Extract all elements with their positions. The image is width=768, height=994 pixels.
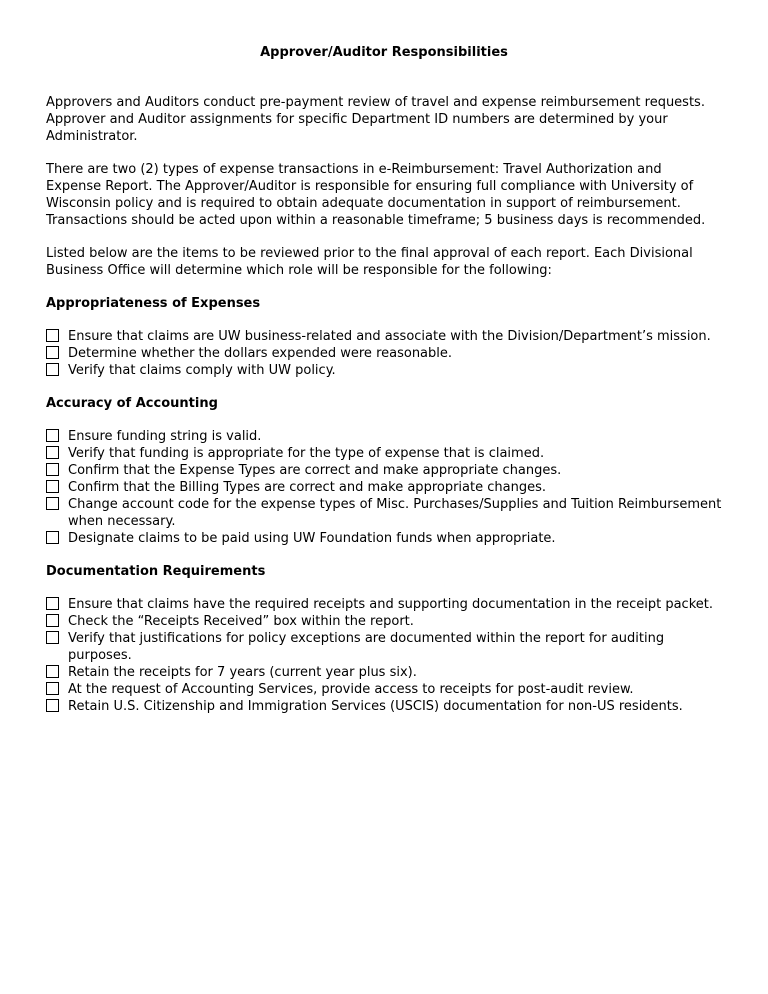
checkbox[interactable] — [46, 446, 59, 459]
checklist-item — [46, 496, 722, 530]
document-title: Approver/Auditor Responsibilities — [260, 45, 508, 60]
checkbox[interactable] — [46, 682, 59, 695]
checklist-item — [46, 681, 722, 698]
checklist-item — [46, 328, 722, 345]
checkbox[interactable] — [46, 699, 59, 712]
checklist-item-text: Determine whether the dollars expended were reasonable. — [68, 346, 453, 361]
checkbox[interactable] — [46, 480, 59, 493]
checklist-item-text: Retain U.S. Citizenship and Immigration Services (USCIS) documentation for non-US residents. — [68, 699, 683, 714]
checklist-item — [46, 428, 722, 445]
checklist-item-text: Ensure that claims have the required receipts and supporting documentation in the receipt packet. — [68, 597, 713, 612]
transaction-types-paragraph: There are two (2) types of expense transactions in e-Reimbursement: Travel Authorization and Expense Report. The Approver/Auditor is responsible for ensuring full compliance with University of Wisconsin policy and is required to obtain adequate documentation in support of reimbursement. Transactions should be acted upon within a reasonable timeframe; 5 business days is recommended. — [46, 162, 706, 228]
checklist-item-text: Check the “Receipts Received” box within the report. — [68, 614, 414, 629]
checklist-item-text: Verify that claims comply with UW policy. — [68, 363, 336, 378]
checkbox[interactable] — [46, 531, 59, 544]
checkbox[interactable] — [46, 363, 59, 376]
section-heading-documentation: Documentation Requirements — [46, 564, 266, 579]
checklist-item — [46, 613, 722, 630]
checklist-item-text: Change account code for the expense types of Misc. Purchases/Supplies and Tuition Reimbursement when necessary. — [68, 497, 722, 529]
checklist-item — [46, 445, 722, 462]
intro-paragraph: Approvers and Auditors conduct pre-payment review of travel and expense reimbursement requests. Approver and Auditor assignments for specific Department ID numbers are determined by your Administrator. — [46, 95, 705, 144]
section-heading-accounting: Accuracy of Accounting — [46, 396, 218, 411]
checklist-accounting — [46, 428, 722, 547]
checklist-appropriateness — [46, 328, 722, 379]
checklist-item — [46, 698, 722, 715]
checklist-item — [46, 530, 722, 547]
checkbox[interactable] — [46, 329, 59, 342]
checklist-item — [46, 664, 722, 681]
checklist-item-text: Ensure that claims are UW business-related and associate with the Division/Department’s mission. — [68, 329, 711, 344]
checkbox[interactable] — [46, 631, 59, 644]
checkbox[interactable] — [46, 463, 59, 476]
checkbox[interactable] — [46, 665, 59, 678]
checkbox[interactable] — [46, 429, 59, 442]
checkbox[interactable] — [46, 497, 59, 510]
checkbox[interactable] — [46, 597, 59, 610]
checklist-item-text: At the request of Accounting Services, provide access to receipts for post-audit review. — [68, 682, 634, 697]
checklist-documentation — [46, 596, 722, 715]
checklist-item — [46, 345, 722, 362]
checklist-item-text: Confirm that the Billing Types are correct and make appropriate changes. — [68, 480, 546, 495]
checklist-item-text: Verify that funding is appropriate for the type of expense that is claimed. — [68, 446, 545, 461]
checklist-item — [46, 596, 722, 613]
checklist-item — [46, 630, 722, 664]
checklist-item-text: Designate claims to be paid using UW Foundation funds when appropriate. — [68, 531, 556, 546]
checklist-item-text: Verify that justifications for policy exceptions are documented within the report for auditing purposes. — [68, 631, 665, 663]
checklist-item-text: Retain the receipts for 7 years (current year plus six). — [68, 665, 417, 680]
checklist-item — [46, 362, 722, 379]
review-items-paragraph: Listed below are the items to be reviewed prior to the final approval of each report. Each Divisional Business Office will determine which role will be responsible for the following: — [46, 246, 693, 278]
checklist-item-text: Confirm that the Expense Types are correct and make appropriate changes. — [68, 463, 562, 478]
checklist-item — [46, 479, 722, 496]
checkbox[interactable] — [46, 346, 59, 359]
checkbox[interactable] — [46, 614, 59, 627]
section-heading-appropriateness: Appropriateness of Expenses — [46, 296, 261, 311]
checklist-item — [46, 462, 722, 479]
checklist-item-text: Ensure funding string is valid. — [68, 429, 262, 444]
